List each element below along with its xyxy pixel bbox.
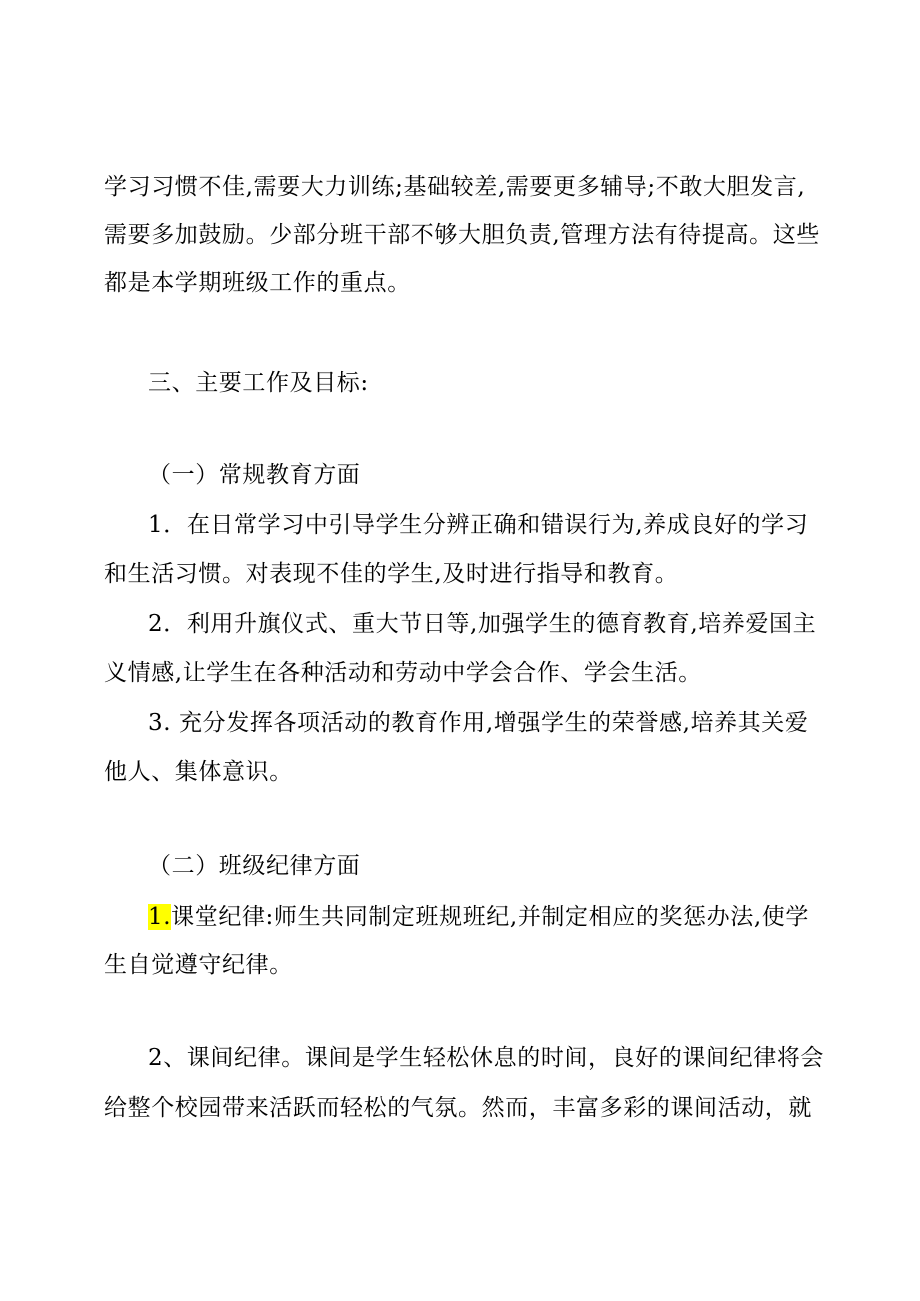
paragraph-line: 学习习惯不佳,需要大力训练;基础较差,需要更多辅导;不敢大胆发言, xyxy=(104,174,806,200)
list-item-line xyxy=(148,902,809,932)
section-heading: 三、主要工作及目标: xyxy=(148,370,369,396)
list-item-line: 义情感,让学生在各种活动和劳动中学会合作、学会生活。 xyxy=(104,660,702,686)
list-item-line: 1．在日常学习中引导学生分辨正确和错误行为,养成良好的学习 xyxy=(148,512,809,538)
subsection-heading: （二）班级纪律方面 xyxy=(148,853,361,879)
list-item-line: 3. 充分发挥各项活动的教育作用,增强学生的荣誉感,培养其关爱 xyxy=(148,710,809,736)
list-item-line: 他人、集体意识。 xyxy=(104,759,293,785)
list-item-line: 生自觉遵守纪律。 xyxy=(104,952,293,978)
list-item-line: 和生活习惯。对表现不佳的学生,及时进行指导和教育。 xyxy=(104,561,679,587)
highlighted-number: 1. xyxy=(148,904,172,930)
list-item-line: 2．利用升旗仪式、重大节日等,加强学生的德育教育,培养爱国主 xyxy=(148,611,817,637)
paragraph-line: 都是本学期班级工作的重点。 xyxy=(104,270,411,296)
list-item-line: 2、课间纪律。课间是学生轻松休息的时间，良好的课间纪律将会 xyxy=(148,1045,825,1071)
list-item-line: 给整个校园带来活跃而轻松的气氛。然而，丰富多彩的课间活动，就 xyxy=(104,1095,812,1121)
subsection-heading: （一）常规教育方面 xyxy=(148,462,361,488)
list-item-text: 课堂纪律:师生共同制定班规班纪,并制定相应的奖惩办法,使学 xyxy=(171,904,809,930)
paragraph-line: 需要多加鼓励。少部分班干部不够大胆负责,管理方法有待提高。这些 xyxy=(104,222,820,248)
